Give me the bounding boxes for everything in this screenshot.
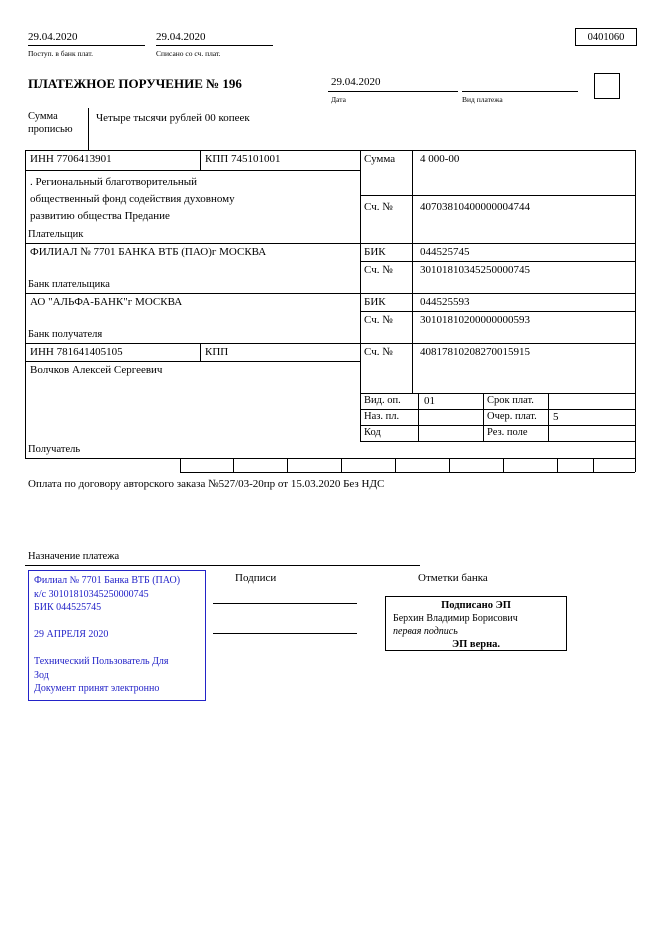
operation-type-label: Вид. оп.	[364, 395, 401, 406]
stamp-line: Документ принят электронно	[34, 683, 160, 694]
signature-stamp-title: Подписано ЭП	[441, 600, 511, 611]
priority-value: 5	[553, 411, 559, 423]
priority-label: Очер. плат.	[487, 411, 537, 422]
payer-bank-bik-label: БИК	[364, 246, 386, 258]
payee-bank-name: АО "АЛЬФА-БАНК"г МОСКВА	[30, 296, 183, 308]
grid-line	[25, 243, 635, 244]
payer-section-label: Плательщик	[28, 229, 84, 240]
document-date-label: Дата	[331, 95, 346, 104]
document-date: 29.04.2020	[331, 76, 381, 88]
grid-line	[180, 458, 181, 472]
stamp-line: БИК 044525745	[34, 602, 102, 613]
payee-bank-section-label: Банк получателя	[28, 329, 103, 340]
purpose-section-label: Назначение платежа	[28, 551, 120, 562]
payer-kpp: КПП 745101001	[205, 153, 281, 165]
payer-bank-account: 30101810345250000745	[420, 264, 530, 276]
sum-label: Сумма	[364, 153, 396, 165]
payer-bank-account-label: Сч. №	[364, 264, 393, 276]
grid-line	[503, 458, 504, 472]
signature-line	[213, 633, 357, 634]
payer-account-label: Сч. №	[364, 201, 393, 213]
stamp-line	[34, 615, 200, 629]
payee-bank-account: 30101810200000000593	[420, 314, 530, 326]
signatures-label: Подписи	[235, 572, 277, 584]
payee-bank-bik-label: БИК	[364, 296, 386, 308]
payee-account-label: Сч. №	[364, 346, 393, 358]
grid-line	[341, 458, 342, 472]
bank-electronic-stamp	[28, 570, 206, 701]
grid-line	[25, 293, 635, 294]
grid-line	[25, 343, 635, 344]
debited-date-label: Списано со сч. плат.	[156, 49, 221, 58]
form-code-box	[575, 28, 637, 46]
grid-line	[25, 565, 420, 566]
grid-line	[88, 108, 89, 150]
grid-line	[25, 170, 360, 171]
grid-line	[635, 150, 636, 458]
stamp-line: Зод	[34, 669, 49, 681]
payer-bank-name: ФИЛИАЛ № 7701 БАНКА ВТБ (ПАО)г МОСКВА	[30, 246, 267, 258]
grid-line	[360, 195, 635, 196]
grid-line	[200, 150, 201, 170]
code-label: Код	[364, 427, 381, 438]
underline	[328, 91, 458, 92]
grid-line	[360, 311, 635, 312]
underline	[28, 45, 145, 46]
underline	[156, 45, 273, 46]
grid-line	[25, 150, 635, 151]
payment-term-label: Срок плат.	[487, 395, 534, 406]
payer-inn: ИНН 7706413901	[30, 153, 112, 165]
signer-name: Берхин Владимир Борисович	[393, 613, 518, 624]
grid-line	[200, 343, 201, 361]
received-date: 29.04.2020	[28, 31, 78, 43]
stamp-line: к/с 30101810345250000745	[34, 588, 149, 600]
debited-date: 29.04.2020	[156, 31, 206, 43]
grid-line	[360, 150, 361, 441]
signature-type: первая подпись	[393, 626, 458, 637]
stamp-line: Технический Пользователь Для	[34, 656, 169, 667]
payer-account: 40703810400000004744	[420, 201, 530, 213]
payer-name-line: развитию общества Предание	[30, 210, 170, 222]
payer-bank-bik: 044525745	[420, 246, 470, 258]
grid-line	[360, 409, 635, 410]
grid-line	[360, 261, 635, 262]
grid-line	[360, 393, 635, 394]
grid-line	[233, 458, 234, 472]
bank-marks-label: Отметки банка	[418, 572, 488, 584]
grid-line	[548, 393, 549, 441]
payer-name	[30, 174, 235, 225]
grid-line	[25, 150, 26, 458]
grid-line	[412, 150, 413, 393]
amount-words: Четыре тысячи рублей 00 копеек	[96, 112, 250, 124]
payee-kpp-label: КПП	[205, 346, 229, 358]
payee-section-label: Получатель	[28, 444, 81, 455]
grid-line	[287, 458, 288, 472]
signature-verdict: ЭП верна.	[451, 639, 500, 650]
signature-line	[213, 603, 357, 604]
grid-line	[635, 458, 636, 472]
grid-line	[395, 458, 396, 472]
payer-name-line: общественный фонд содействия духовному	[30, 193, 235, 205]
amount-words-label: Сумма прописью	[28, 111, 73, 135]
grid-line	[360, 425, 635, 426]
grid-line	[418, 393, 419, 441]
payee-inn: ИНН 781641405105	[30, 346, 123, 358]
payee-bank-account-label: Сч. №	[364, 314, 393, 326]
payment-kind-box	[594, 73, 620, 99]
grid-line	[557, 458, 558, 472]
payer-name-line: . Региональный благотворительный	[30, 176, 197, 188]
payer-bank-section-label: Банк плательщика	[28, 279, 110, 290]
reserve-field-label: Рез. поле	[487, 427, 528, 438]
payment-kind-label: Вид платежа	[462, 95, 503, 104]
operation-type-value: 01	[424, 395, 435, 407]
grid-line	[483, 393, 484, 441]
document-title: ПЛАТЕЖНОЕ ПОРУЧЕНИЕ № 196	[28, 76, 242, 91]
underline	[462, 91, 578, 92]
payee-name: Волчков Алексей Сергеевич	[30, 364, 163, 376]
grid-line	[25, 458, 635, 459]
form-code: 0401060	[587, 31, 625, 43]
grid-line	[180, 472, 635, 473]
sum-value: 4 000-00	[420, 153, 460, 165]
stamp-line	[34, 642, 200, 656]
payee-account: 40817810208270015915	[420, 346, 530, 358]
purpose-code-label: Наз. пл.	[364, 411, 400, 422]
payee-bank-bik: 044525593	[420, 296, 470, 308]
grid-line	[25, 361, 360, 362]
grid-line	[449, 458, 450, 472]
grid-line	[360, 441, 635, 442]
stamp-line: 29 АПРЕЛЯ 2020	[34, 629, 109, 640]
received-date-label: Поступ. в банк плат.	[28, 49, 93, 58]
payment-purpose-text: Оплата по договору авторского заказа №527/03-20пр от 15.03.2020 Без НДС	[28, 478, 385, 490]
stamp-line: Филиал № 7701 Банка ВТБ (ПАО)	[34, 575, 181, 586]
grid-line	[593, 458, 594, 472]
electronic-signature-stamp	[385, 596, 567, 651]
